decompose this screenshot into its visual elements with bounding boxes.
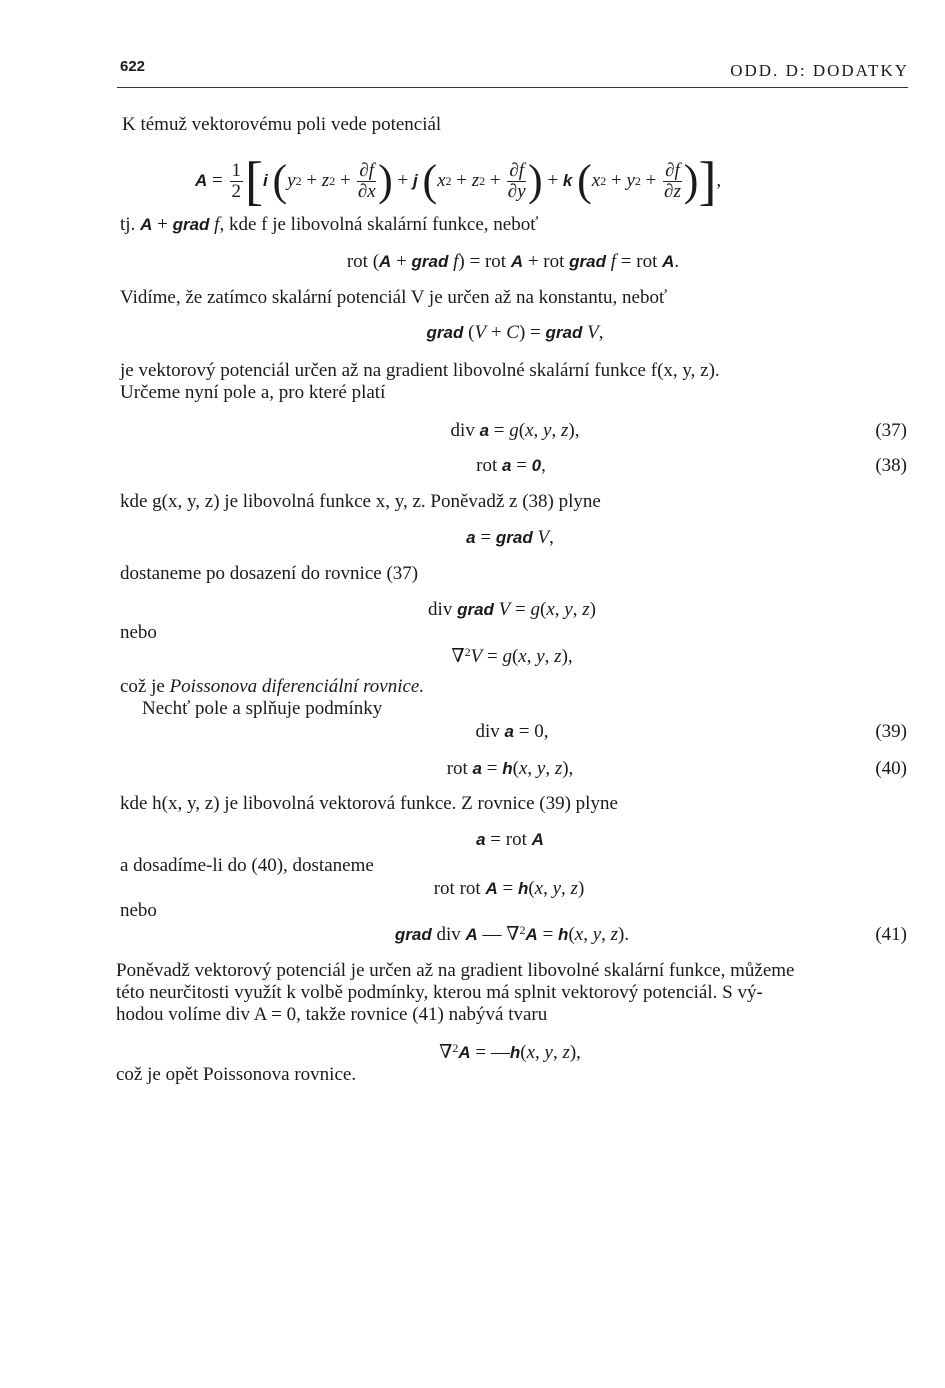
page-number: 622 bbox=[120, 58, 146, 75]
text-line-8: nebo bbox=[120, 622, 157, 643]
text-line-3: Vidíme, že zatímco skalární potenciál V je určen až na konstantu, neboť bbox=[120, 287, 668, 308]
equation-number-39: (39) bbox=[875, 721, 907, 742]
text-line-4: je vektorový potenciál určen až na gradient libovolné skalární funkce f(x, y, z). bbox=[120, 360, 720, 381]
text-line-1: K témuž vektorovému poli vede potenciál bbox=[122, 114, 442, 135]
equation-grad-v: grad (V + C) = grad V, bbox=[426, 322, 604, 343]
equation-41: grad div A — ∇$^2$A = h(x, y, z). bbox=[394, 923, 630, 945]
text-line-16: hodou volíme div A = 0, takže rovnice (41) nabývá tvaru bbox=[116, 1004, 548, 1025]
text-line-17: což je opět Poissonova rovnice. bbox=[116, 1064, 357, 1085]
poisson-equation-term: Poissonova diferenciální rovnice. bbox=[169, 676, 425, 697]
text-line-6: kde g(x, y, z) je libovolná funkce x, y, z. Poněvadž z (38) plyne bbox=[120, 491, 601, 512]
equation-rot: rot (A + grad f) = rot A + rot grad f = rot A. bbox=[346, 251, 680, 272]
equation-number-38: (38) bbox=[875, 455, 907, 476]
equation-div-grad: div grad V = g(x, y, z) bbox=[428, 599, 596, 620]
text-line-2: tj. A + grad f, kde f je libovolná skalární funkce, neboť bbox=[120, 214, 539, 235]
equation-37: div a = g(x, y, z), bbox=[450, 420, 580, 441]
header-rule bbox=[117, 87, 908, 88]
text-line-9 bbox=[120, 676, 424, 698]
text-line-2-end: , kde f je libovolná skalární funkce, neboť bbox=[219, 214, 539, 235]
text-line-7: dostaneme po dosazení do rovnice (37) bbox=[120, 563, 419, 584]
text-line-9-start: což je bbox=[120, 676, 165, 697]
equation-number-41: (41) bbox=[875, 924, 907, 945]
text-line-14: Poněvadž vektorový potenciál je určen až na gradient libovolné skalární funkce, můžeme bbox=[116, 960, 795, 981]
equation-a-rot: a = rot A bbox=[476, 829, 544, 850]
equation-39: div a = 0, bbox=[475, 721, 549, 742]
equation-number-40: (40) bbox=[875, 758, 907, 779]
text-line-15: této neurčitosti využít k volbě podmínky, kterou má splnit vektorový potenciál. S vý- bbox=[116, 982, 763, 1003]
text-line-11: kde h(x, y, z) je libovolná vektorová funkce. Z rovnice (39) plyne bbox=[120, 793, 618, 814]
equation-number-37: (37) bbox=[875, 420, 907, 441]
running-head: ODD. D: DODATKY bbox=[730, 61, 909, 80]
text-line-10: Nechť pole a splňuje podmínky bbox=[142, 698, 383, 719]
equation-38: rot a = 0, bbox=[476, 455, 546, 476]
text-line-12: a dosadíme-li do (40), dostaneme bbox=[120, 855, 374, 876]
equation-rot-rot: rot rot A = h(x, y, z) bbox=[433, 878, 585, 899]
equation-laplace-a: ∇$^2$A = —h(x, y, z), bbox=[439, 1041, 581, 1063]
equation-laplace-v: ∇$^2$V = g(x, y, z), bbox=[451, 645, 573, 667]
equation-40: rot a = h(x, y, z), bbox=[446, 758, 574, 779]
equation-a-grad-v: a = grad V, bbox=[466, 527, 554, 548]
text-line-13: nebo bbox=[120, 900, 157, 921]
text-line-5: Určeme nyní pole a, pro které platí bbox=[120, 382, 386, 403]
text-line-2-start: tj. bbox=[120, 214, 136, 235]
equation-potential-a: A = $\frac{1}{2}$ [ i ( y 2 + z 2 + $\frac{\partial f}{\partial x}$ ) + j ( x 2 + z 2 + $\frac{\partial f}{\partial y}$ ) + k ( x 2 + y 2 + $\frac{\partial f}{\partial z}$ ) ] , bbox=[195, 151, 722, 211]
